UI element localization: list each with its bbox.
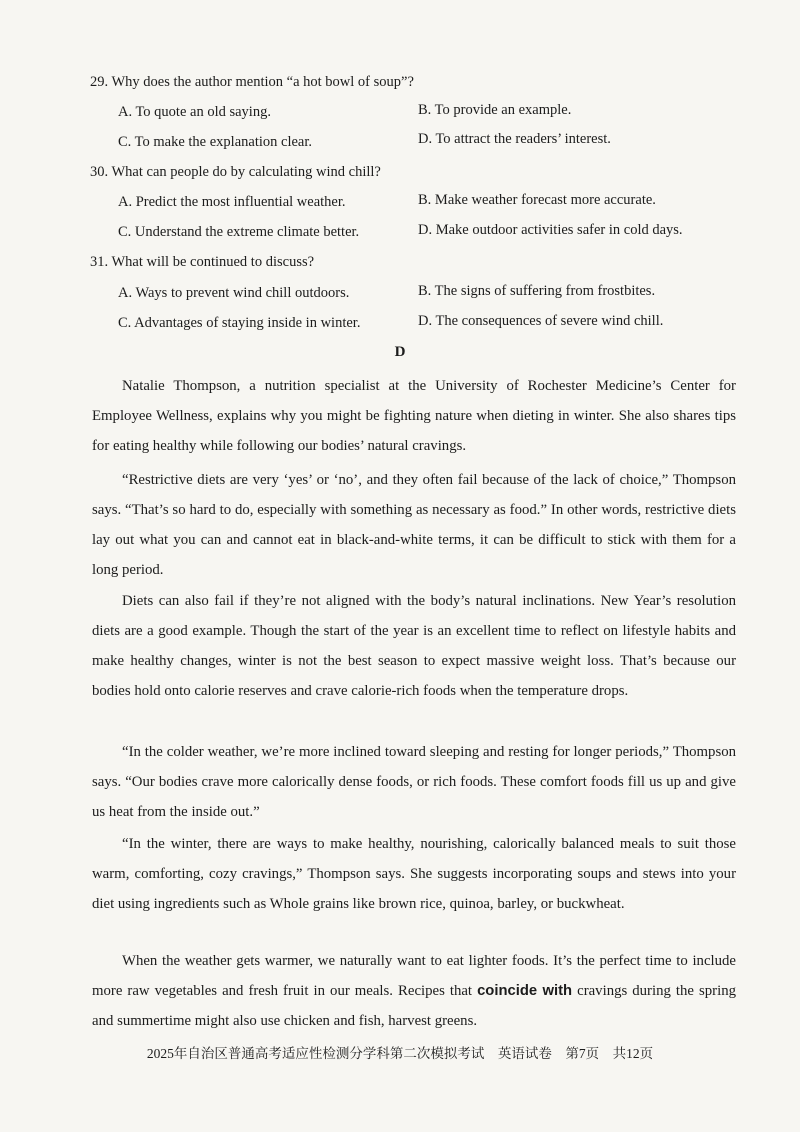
page-footer: 2025年自治区普通高考适应性检测分学科第二次模拟考试 英语试卷 第7页 共12页 — [146, 1046, 654, 1061]
question-30-option-d: D. Make outdoor activities safer in cold days. — [418, 222, 683, 238]
question-30-option-c: C. Understand the extreme climate better. — [118, 224, 360, 240]
question-31-option-a: A. Ways to prevent wind chill outdoors. — [118, 285, 350, 301]
section-title: D — [394, 344, 406, 360]
paragraph-6-text-after: cravings during the spring and summertime might also use chicken and fish, harvest greens. — [92, 983, 736, 1029]
question-31-stem: 31. What will be continued to discuss? — [90, 254, 315, 270]
question-29-option-c: C. To make the explanation clear. — [118, 134, 313, 150]
passage-paragraph-1: Natalie Thompson, a nutrition specialist at the University of Rochester Medicine’s Center for Employee Wellness, explains why you might be fighting nature when dieting in winter. She also shares tips for eating healthy while following our bodies’ natural cravings. — [92, 378, 736, 454]
paragraph-6-text-before: When the weather gets warmer, we naturally want to eat lighter foods. It’s the perfect time to include more raw vegetables and fresh fruit in our meals. Recipes that — [92, 953, 736, 999]
question-30-option-b: B. Make weather forecast more accurate. — [418, 192, 656, 208]
passage-paragraph-6 — [92, 946, 736, 1036]
question-30-option-a: A. Predict the most influential weather. — [118, 194, 346, 210]
passage-paragraph-4: “In the colder weather, we’re more inclined toward sleeping and resting for longer periods,” Thompson says. “Our bodies crave more calorically dense foods, or rich foods. These comfort foods fill us up and give us heat from the inside out.” — [92, 744, 736, 820]
highlighted-phrase: coincide with — [477, 983, 573, 999]
question-31-option-b: B. The signs of suffering from frostbites. — [418, 283, 656, 299]
question-30-stem: 30. What can people do by calculating wind chill? — [90, 164, 381, 180]
question-31-option-c: C. Advantages of staying inside in winter. — [118, 315, 361, 331]
question-29-option-a: A. To quote an old saying. — [118, 104, 271, 120]
question-31-option-d: D. The consequences of severe wind chill. — [418, 313, 664, 329]
question-29-option-b: B. To provide an example. — [418, 102, 572, 118]
passage-paragraph-2: “Restrictive diets are very ‘yes’ or ‘no’, and they often fail because of the lack of choice,” Thompson says. “That’s so hard to do, especially with something as necessary as food.” In other words, restrictive diets lay out what you can and cannot eat in black-and-white terms, it can be difficult to stick with them for a long period. — [92, 472, 736, 578]
question-29-stem: 29. Why does the author mention “a hot bowl of soup”? — [90, 74, 414, 90]
passage-paragraph-5: “In the winter, there are ways to make healthy, nourishing, calorically balanced meals to suit those warm, comforting, cozy cravings,” Thompson says. She suggests incorporating soups and stews into your diet using ingredients such as Whole grains like brown rice, quinoa, barley, or buckwheat. — [92, 836, 736, 912]
question-29-option-d: D. To attract the readers’ interest. — [418, 131, 611, 147]
passage-paragraph-3: Diets can also fail if they’re not aligned with the body’s natural inclinations. New Year’s resolution diets are a good example. Though the start of the year is an excellent time to reflect on lifestyle habits and make healthy changes, winter is not the best season to expect massive weight loss. That’s because our bodies hold onto calorie reserves and crave calorie-rich foods when the temperature drops. — [92, 593, 736, 699]
